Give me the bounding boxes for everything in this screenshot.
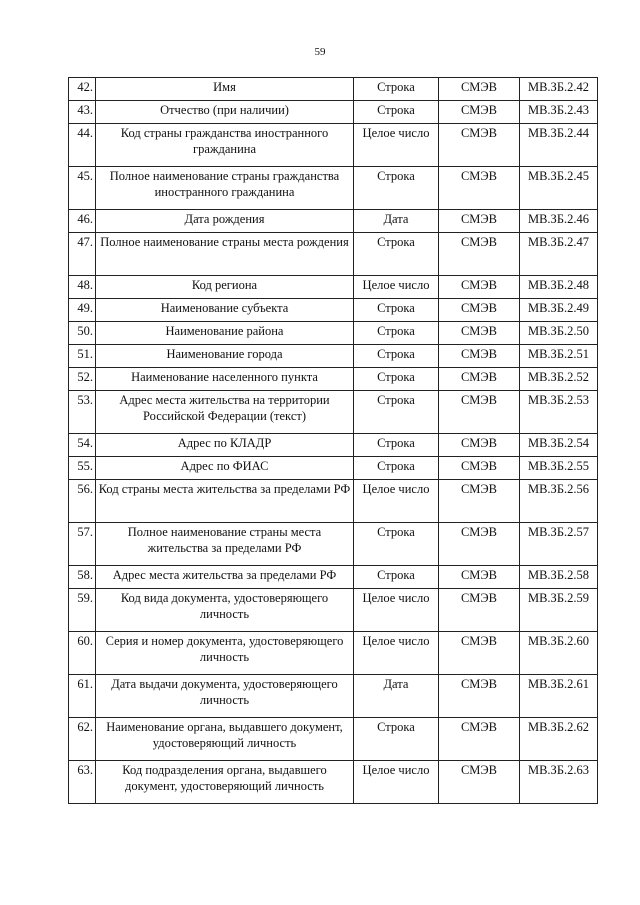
data-source: СМЭВ (439, 718, 520, 761)
table-row (69, 589, 598, 632)
data-source: СМЭВ (439, 233, 520, 276)
element-code: МВ.ЗБ.2.59 (520, 589, 598, 632)
data-type: Строка (354, 457, 439, 480)
data-type: Строка (354, 78, 439, 101)
element-code: МВ.ЗБ.2.56 (520, 480, 598, 523)
element-name: Полное наименование страны места жительства за пределами РФ (96, 523, 354, 566)
data-source: СМЭВ (439, 761, 520, 804)
data-type: Строка (354, 523, 439, 566)
element-code: МВ.ЗБ.2.51 (520, 345, 598, 368)
element-name: Код подразделения органа, выдавшего документ, удостоверяющий личность (96, 761, 354, 804)
element-code: МВ.ЗБ.2.47 (520, 233, 598, 276)
data-source: СМЭВ (439, 276, 520, 299)
table-row (69, 391, 598, 434)
data-type: Целое число (354, 276, 439, 299)
data-type: Строка (354, 566, 439, 589)
element-code: МВ.ЗБ.2.45 (520, 167, 598, 210)
table-body (69, 78, 598, 804)
element-name: Адрес по ФИАС (96, 457, 354, 480)
element-code: МВ.ЗБ.2.42 (520, 78, 598, 101)
data-type: Целое число (354, 761, 439, 804)
row-number: 45. (69, 167, 96, 210)
table-row (69, 210, 598, 233)
table-row (69, 457, 598, 480)
row-number: 51. (69, 345, 96, 368)
element-name: Полное наименование страны гражданства иностранного гражданина (96, 167, 354, 210)
row-number: 42. (69, 78, 96, 101)
data-source: СМЭВ (439, 167, 520, 210)
data-source: СМЭВ (439, 434, 520, 457)
row-number: 61. (69, 675, 96, 718)
row-number: 62. (69, 718, 96, 761)
table-row (69, 718, 598, 761)
data-type: Строка (354, 167, 439, 210)
data-type: Строка (354, 233, 439, 276)
element-code: МВ.ЗБ.2.46 (520, 210, 598, 233)
table-row (69, 632, 598, 675)
table-row (69, 566, 598, 589)
data-source: СМЭВ (439, 210, 520, 233)
data-source: СМЭВ (439, 391, 520, 434)
data-source: СМЭВ (439, 299, 520, 322)
row-number: 50. (69, 322, 96, 345)
table-row (69, 368, 598, 391)
data-source: СМЭВ (439, 368, 520, 391)
element-name: Код страны гражданства иностранного гражданина (96, 124, 354, 167)
data-type: Целое число (354, 589, 439, 632)
data-source: СМЭВ (439, 480, 520, 523)
data-source: СМЭВ (439, 78, 520, 101)
element-name: Наименование субъекта (96, 299, 354, 322)
data-type: Целое число (354, 124, 439, 167)
element-code: МВ.ЗБ.2.62 (520, 718, 598, 761)
table-row (69, 523, 598, 566)
element-name: Дата рождения (96, 210, 354, 233)
table-row (69, 233, 598, 276)
element-name: Наименование города (96, 345, 354, 368)
row-number: 48. (69, 276, 96, 299)
data-type: Дата (354, 675, 439, 718)
row-number: 44. (69, 124, 96, 167)
data-source: СМЭВ (439, 457, 520, 480)
data-source: СМЭВ (439, 589, 520, 632)
element-name: Адрес по КЛАДР (96, 434, 354, 457)
data-type: Строка (354, 322, 439, 345)
data-type: Строка (354, 391, 439, 434)
data-source: СМЭВ (439, 124, 520, 167)
element-code: МВ.ЗБ.2.49 (520, 299, 598, 322)
row-number: 54. (69, 434, 96, 457)
row-number: 63. (69, 761, 96, 804)
data-source: СМЭВ (439, 566, 520, 589)
data-elements-table (68, 77, 598, 804)
data-source: СМЭВ (439, 345, 520, 368)
page-number: 59 (314, 46, 326, 58)
row-number: 59. (69, 589, 96, 632)
data-source: СМЭВ (439, 523, 520, 566)
element-name: Код вида документа, удостоверяющего личность (96, 589, 354, 632)
element-code: МВ.ЗБ.2.50 (520, 322, 598, 345)
element-code: МВ.ЗБ.2.44 (520, 124, 598, 167)
data-source: СМЭВ (439, 101, 520, 124)
data-type: Строка (354, 434, 439, 457)
data-type: Целое число (354, 632, 439, 675)
table-row (69, 78, 598, 101)
data-type: Строка (354, 718, 439, 761)
element-code: МВ.ЗБ.2.54 (520, 434, 598, 457)
row-number: 60. (69, 632, 96, 675)
row-number: 52. (69, 368, 96, 391)
row-number: 46. (69, 210, 96, 233)
row-number: 43. (69, 101, 96, 124)
row-number: 53. (69, 391, 96, 434)
table-row (69, 761, 598, 804)
table-row (69, 480, 598, 523)
row-number: 49. (69, 299, 96, 322)
element-name: Наименование населенного пункта (96, 368, 354, 391)
table-row (69, 675, 598, 718)
table-row (69, 322, 598, 345)
element-name: Серия и номер документа, удостоверяющего личность (96, 632, 354, 675)
data-type: Целое число (354, 480, 439, 523)
table-row (69, 124, 598, 167)
row-number: 57. (69, 523, 96, 566)
element-code: МВ.ЗБ.2.63 (520, 761, 598, 804)
element-name: Наименование органа, выдавшего документ, удостоверяющий личность (96, 718, 354, 761)
element-name: Код региона (96, 276, 354, 299)
row-number: 56. (69, 480, 96, 523)
row-number: 58. (69, 566, 96, 589)
element-name: Дата выдачи документа, удостоверяющего личность (96, 675, 354, 718)
data-type: Строка (354, 101, 439, 124)
data-source: СМЭВ (439, 322, 520, 345)
element-name: Адрес места жительства за пределами РФ (96, 566, 354, 589)
table-row (69, 345, 598, 368)
element-name: Полное наименование страны места рождения (96, 233, 354, 276)
data-type: Строка (354, 345, 439, 368)
element-code: МВ.ЗБ.2.57 (520, 523, 598, 566)
element-code: МВ.ЗБ.2.48 (520, 276, 598, 299)
element-name: Имя (96, 78, 354, 101)
element-name: Наименование района (96, 322, 354, 345)
data-type: Строка (354, 368, 439, 391)
element-code: МВ.ЗБ.2.43 (520, 101, 598, 124)
element-name: Код страны места жительства за пределами РФ (96, 480, 354, 523)
element-code: МВ.ЗБ.2.53 (520, 391, 598, 434)
element-code: МВ.ЗБ.2.58 (520, 566, 598, 589)
element-name: Адрес места жительства на территории Российской Федерации (текст) (96, 391, 354, 434)
row-number: 55. (69, 457, 96, 480)
element-code: МВ.ЗБ.2.60 (520, 632, 598, 675)
table-row (69, 434, 598, 457)
table-row (69, 167, 598, 210)
element-code: МВ.ЗБ.2.52 (520, 368, 598, 391)
table-row (69, 299, 598, 322)
data-type: Строка (354, 299, 439, 322)
data-type: Дата (354, 210, 439, 233)
row-number: 47. (69, 233, 96, 276)
data-source: СМЭВ (439, 632, 520, 675)
table-row (69, 101, 598, 124)
element-code: МВ.ЗБ.2.55 (520, 457, 598, 480)
data-source: СМЭВ (439, 675, 520, 718)
table-row (69, 276, 598, 299)
element-name: Отчество (при наличии) (96, 101, 354, 124)
element-code: МВ.ЗБ.2.61 (520, 675, 598, 718)
